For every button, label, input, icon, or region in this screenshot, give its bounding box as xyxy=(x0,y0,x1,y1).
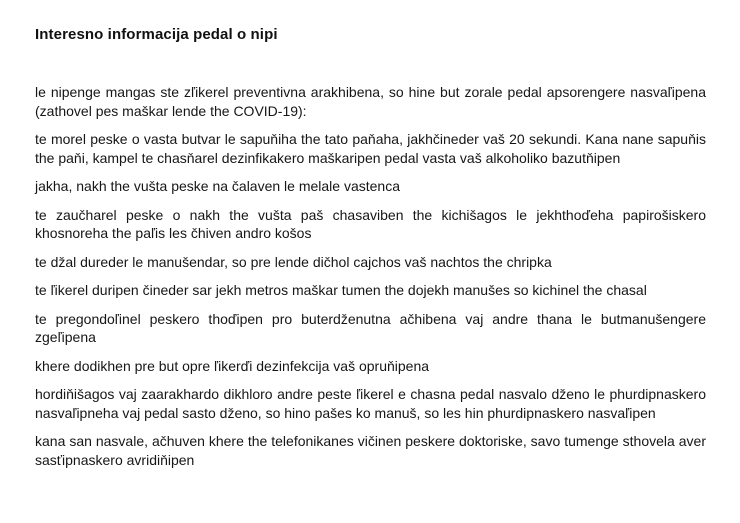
paragraph-cover-nose-mouth: te zaučharel peske o nakh the vušta paš chasaviben the kichišagos le jekhthoďeha papirošiskero khosnoreha the paľis les čhiven andro košos xyxy=(35,206,706,241)
paragraph-hand-washing: te morel peske o vasta butvar le sapuňiha the tato paňaha, jakhčineder vaš 20 sekundi. Kana nane sapuňis the paňi, kampel te chasňarel dezinfikakero maškaripen pedal vasta vaš alkoholiko bazutňipen xyxy=(35,131,706,166)
paragraph-reconsider-travel: te pregondoľinel peskero thoďipen pro buterdženutna ačhibena vaj andre thana le butmanušengere zgeľipena xyxy=(35,310,706,345)
paragraph-avoid-sick-people: te džal dureder le manušendar, so pre lende dičhol cajchos vaš nachtos the chripka xyxy=(35,253,552,270)
paragraph-keep-distance: te ľikerel duripen čineder sar jekh metros maškar tumen the dojekh manušes so kichinel the chasal xyxy=(35,282,647,298)
paragraph-call-doctor: kana san nasvale, ačhuven khere the telefonikanes vičinen peskere doktoriske, savo tumenge sthovela aver sasťipnaskero avridiňipen xyxy=(35,433,706,468)
document-body xyxy=(35,83,706,469)
paragraph-avoid-touching-face: jakha, nakh the vušta peske na čalaven le melale vastenca xyxy=(35,178,401,194)
paragraph-intro: le nipenge mangas ste zľikerel preventivna arakhibena, so hine but zorale pedal apsorengere nasvaľipena (zathovel pes maškar lende the COVID-19): xyxy=(35,84,706,119)
paragraph-mask-wearing: hordiňišagos vaj zaarakhardo dikhloro andre peste ľikerel e chasna pedal nasvalo dženo le phurdipnaskero nasvaľipneha vaj pedal sasto dženo, so hino pašes ko manuš, so les hin phurdipnaskero nasvaľipen xyxy=(35,386,706,421)
page-title: Interesno informacija pedal o nipi xyxy=(35,26,278,43)
paragraph-home-disinfection: khere dodikhen pre but opre ľikerďi dezinfekcija vaš opruňipena xyxy=(35,357,430,374)
